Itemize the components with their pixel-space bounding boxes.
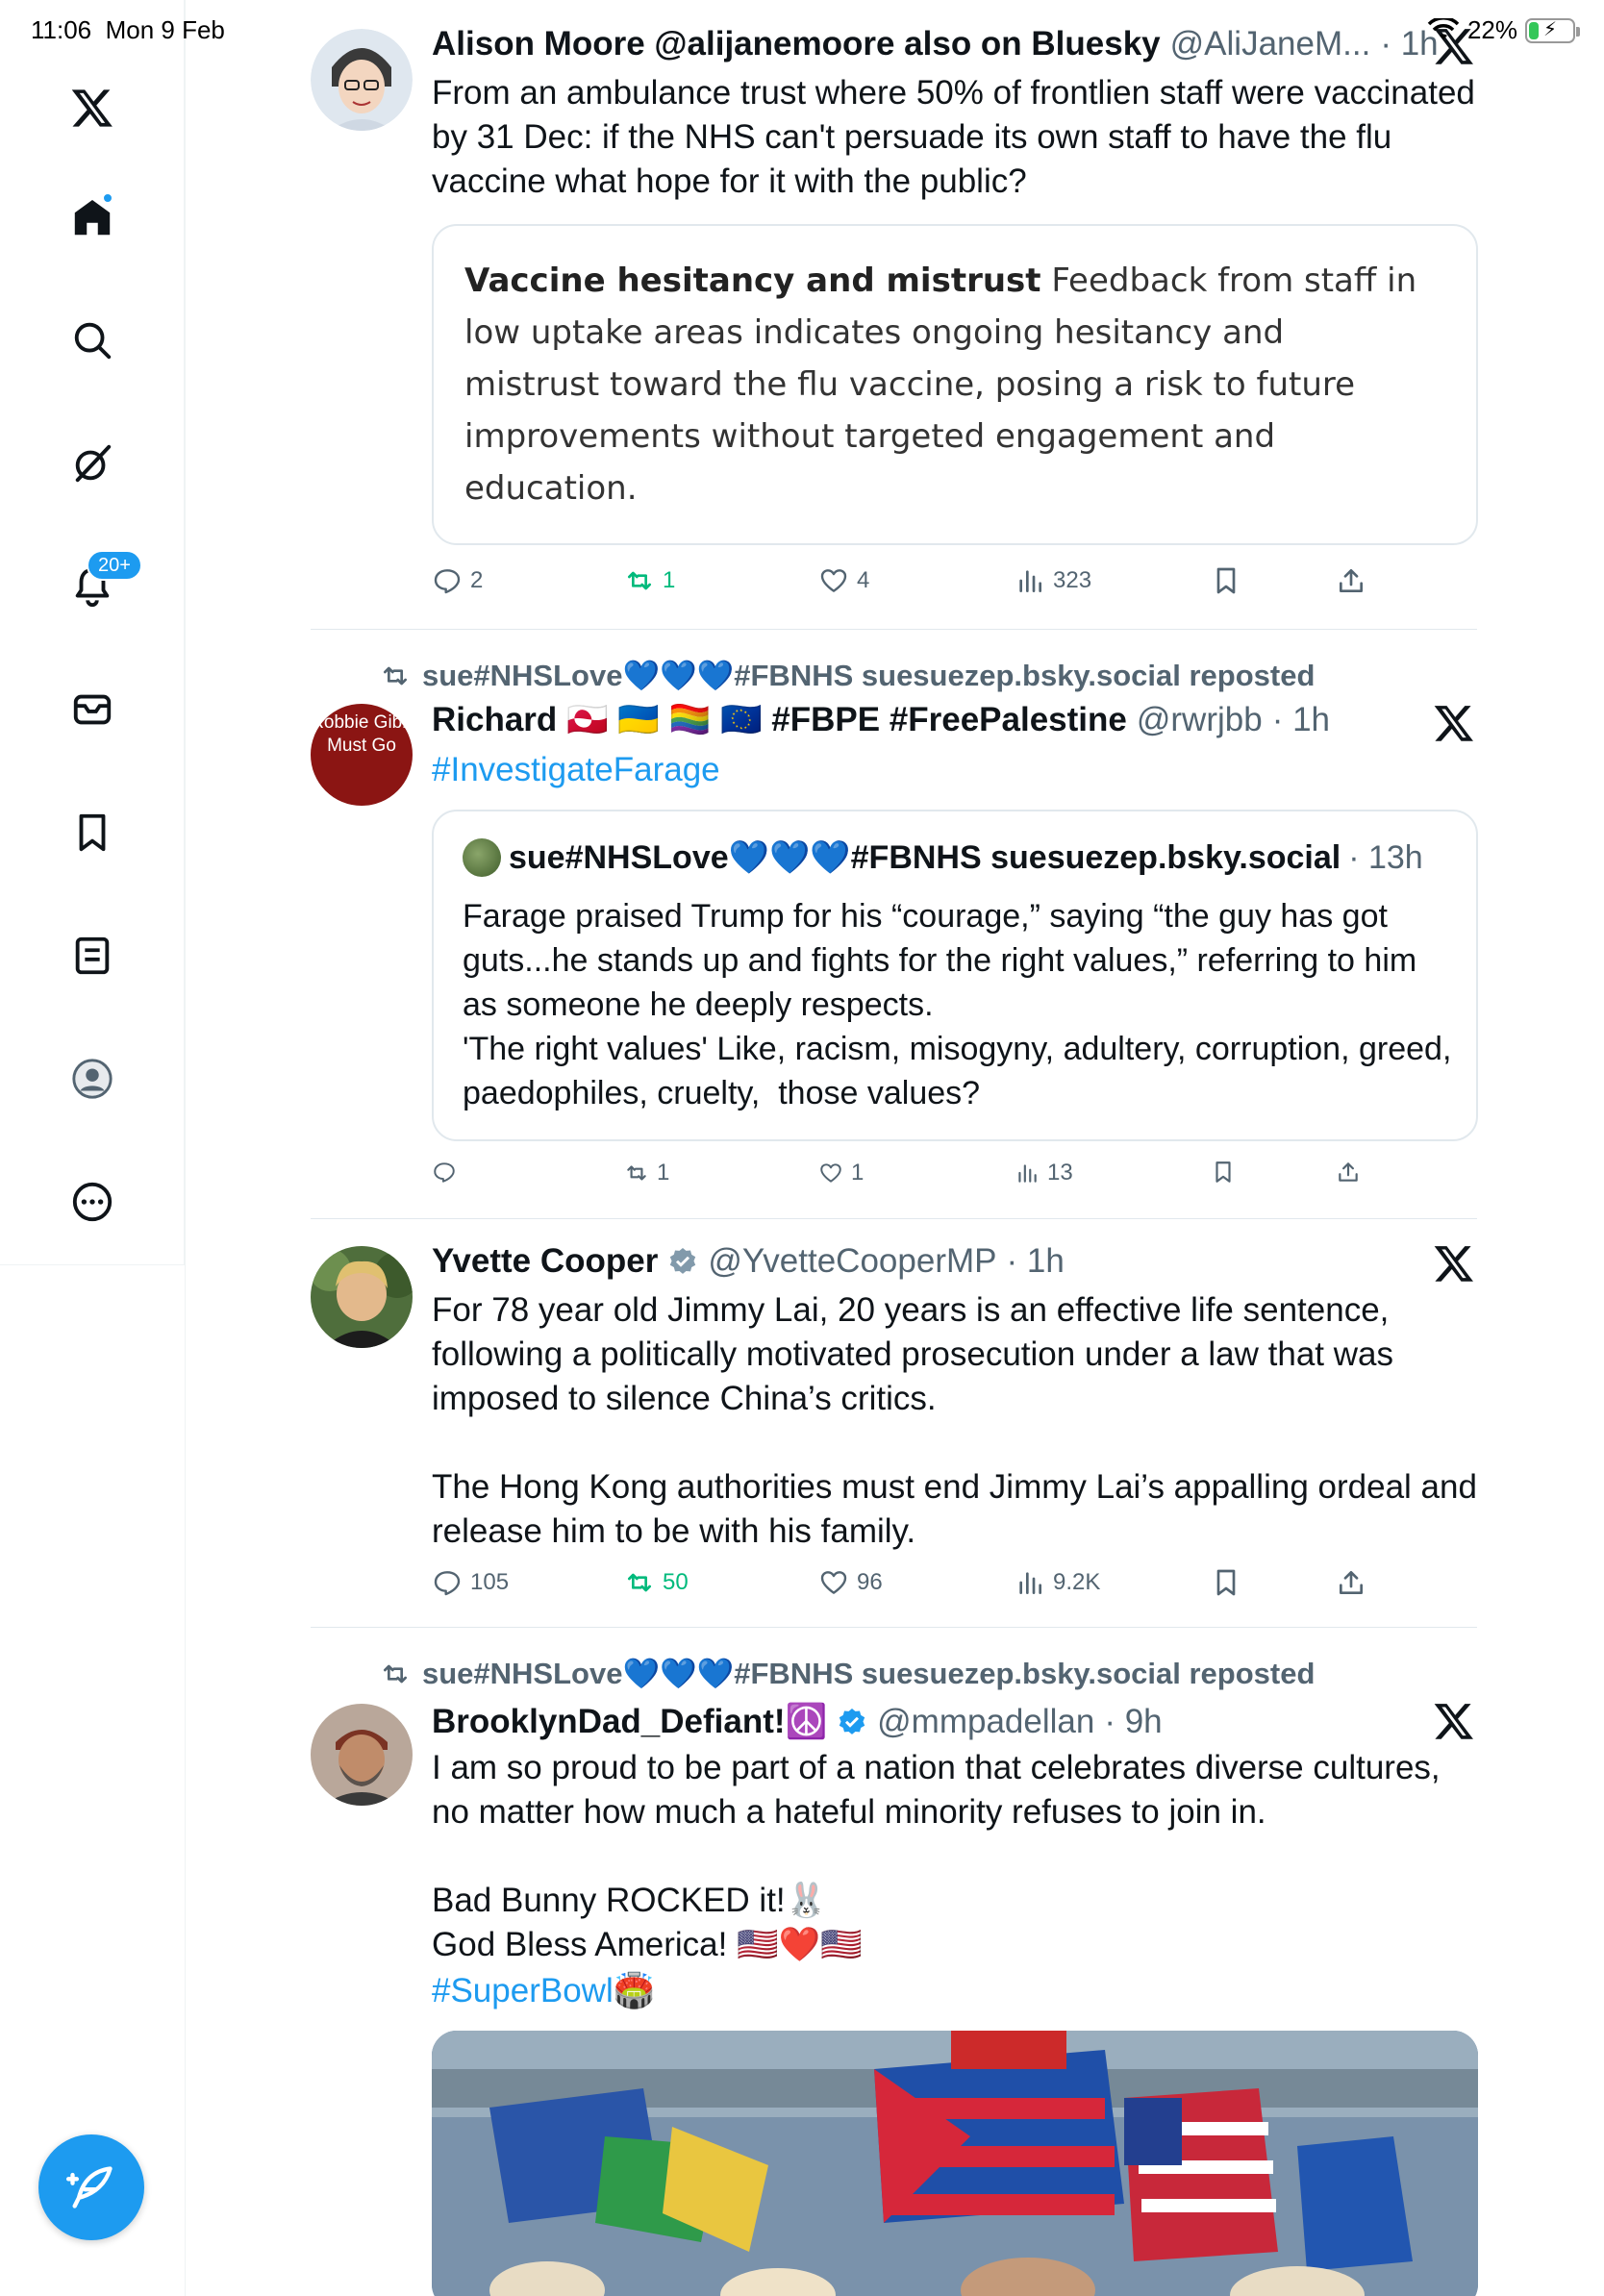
tweet-header <box>432 1702 1163 1741</box>
document-excerpt <box>464 255 1426 514</box>
author-name[interactable]: Yvette Cooper <box>432 1242 659 1280</box>
views-count: 13 <box>1047 1160 1073 1185</box>
tweet-divider <box>311 1627 1477 1628</box>
messages-icon[interactable] <box>63 681 121 738</box>
x-logo-icon[interactable] <box>63 79 121 137</box>
repost-icon <box>380 1659 411 1689</box>
lists-icon[interactable] <box>63 927 121 985</box>
views-chart-icon <box>1015 565 1045 596</box>
share-button[interactable] <box>1336 1160 1361 1185</box>
tweet-text: For 78 year old Jimmy Lai, 20 years is an effective life sentence, following a politically motivated prosecution under a law that was imposed to silence China’s critics. The Hong Kong authorities must end Jimmy Lai’s appalling ordeal and release him to be with his family. <box>432 1291 1477 1550</box>
bookmarks-icon[interactable] <box>63 804 121 861</box>
x-source-icon[interactable] <box>1433 1700 1475 1742</box>
sidebar-divider <box>185 0 186 2296</box>
home-icon[interactable] <box>63 188 121 246</box>
reply-button[interactable] <box>432 1567 509 1598</box>
bookmark-button[interactable] <box>1211 565 1241 596</box>
share-icon <box>1336 1567 1366 1598</box>
retweet-button[interactable] <box>624 1567 689 1598</box>
verified-blue-badge-icon <box>837 1707 867 1737</box>
retweet-count: 1 <box>663 567 676 593</box>
document-heading: Vaccine hesitancy and mistrust <box>464 262 1041 300</box>
tweet-header <box>432 1242 1065 1281</box>
like-count: 96 <box>857 1569 883 1595</box>
status-time: 11:06 Mon 9 Feb <box>31 15 225 44</box>
views-count: 323 <box>1053 567 1092 593</box>
views-button[interactable] <box>1015 565 1091 596</box>
reply-button[interactable] <box>432 1160 457 1185</box>
hashtag-link[interactable]: #SuperBowl🏟️ <box>432 1972 656 2009</box>
share-button[interactable] <box>1336 565 1366 596</box>
tweet-actions <box>432 565 1393 608</box>
attached-document-card[interactable] <box>432 224 1478 545</box>
repost-indicator[interactable] <box>380 1656 1315 1691</box>
battery-percent: 22% <box>1466 15 1517 44</box>
wifi-icon <box>1427 18 1460 43</box>
battery-icon: ⚡ <box>1525 18 1575 43</box>
grok-icon[interactable] <box>63 435 121 492</box>
tweet-video-media[interactable] <box>432 2031 1478 2296</box>
like-count: 1 <box>851 1160 865 1185</box>
flags-crowd-image <box>432 2031 1478 2296</box>
author-handle[interactable]: @mmpadellan <box>877 1702 1095 1740</box>
retweet-button[interactable] <box>624 565 675 596</box>
quoted-avatar <box>463 838 501 877</box>
views-button[interactable] <box>1015 1160 1073 1186</box>
retweet-count: 50 <box>663 1569 689 1595</box>
quoted-tweet-header <box>463 838 1423 877</box>
quoted-tweet-text: Farage praised Trump for his “courage,” saying “the guy has got guts...he stands up and fights for the right values,” referring to him as someone he deeply respects. 'The right values' Like, racism, misogyny, adultery, corruption, greed, paedophiles, cruelty, those values? <box>463 898 1452 1111</box>
tweet-time: · 9h <box>1104 1702 1163 1740</box>
retweet-button[interactable] <box>624 1160 669 1186</box>
x-source-icon[interactable] <box>1433 1242 1475 1285</box>
tweet-text: From an ambulance trust where 50% of frontlien staff were vaccinated by 31 Dec: if the NHS can't persuade its own staff to have the flu vaccine what hope for it with the public? <box>432 74 1485 200</box>
tweet-text: I am so proud to be part of a nation that celebrates diverse cultures, no matter how much a hateful minority refuses to join in. Bad Bunny ROCKED it!🐰 God Bless America! 🇺🇸❤️🇺🇸 <box>432 1749 1441 1963</box>
author-handle[interactable]: @YvetteCooperMP <box>708 1242 997 1280</box>
more-icon[interactable] <box>63 1173 121 1231</box>
reply-icon <box>432 1160 457 1185</box>
reply-count: 105 <box>470 1569 510 1595</box>
avatar[interactable] <box>311 1246 413 1348</box>
quoted-tweet[interactable] <box>432 810 1478 1141</box>
author-name[interactable]: Richard 🇬🇱 🇺🇦 🏳️‍🌈 🇪🇺 #FBPE #FreePalestine <box>432 701 1127 738</box>
tweet-header <box>432 700 1330 739</box>
avatar[interactable] <box>311 1704 413 1806</box>
author-handle[interactable]: @rwrjbb <box>1136 700 1263 738</box>
hashtag-link[interactable]: #InvestigateFarage <box>432 751 720 788</box>
tweet-actions <box>432 1160 1393 1202</box>
repost-icon <box>380 661 411 691</box>
verified-gray-badge-icon <box>667 1246 698 1277</box>
author-handle[interactable]: @AliJaneM... <box>1169 25 1371 62</box>
search-icon[interactable] <box>63 312 121 369</box>
retweet-icon <box>624 1160 649 1185</box>
repost-by-text: sue#NHSLove💙💙💙#FBNHS suesuezep.bsky.social reposted <box>422 1657 1316 1690</box>
reply-icon <box>432 565 463 596</box>
retweet-count: 1 <box>657 1160 670 1185</box>
avatar[interactable] <box>311 704 413 806</box>
notifications-icon[interactable] <box>63 554 131 615</box>
reply-count: 2 <box>470 567 484 593</box>
heart-icon <box>818 565 849 596</box>
share-icon <box>1336 1160 1361 1185</box>
retweet-icon <box>624 565 655 596</box>
like-button[interactable] <box>818 565 869 596</box>
tweet-actions <box>432 1567 1393 1610</box>
views-count: 9.2K <box>1053 1569 1101 1595</box>
avatar-text: Robbie Gibb Must Go <box>311 712 413 756</box>
retweet-icon <box>624 1567 655 1598</box>
quoted-author-name: sue#NHSLove💙💙💙#FBNHS suesuezep.bsky.social <box>509 839 1341 876</box>
heart-icon <box>818 1567 849 1598</box>
profile-icon[interactable] <box>63 1050 121 1108</box>
views-chart-icon <box>1015 1160 1040 1185</box>
bookmark-button[interactable] <box>1211 1567 1241 1598</box>
share-button[interactable] <box>1336 1567 1366 1598</box>
bookmark-button[interactable] <box>1211 1160 1236 1185</box>
tweet-time: · 1h <box>1380 25 1439 62</box>
like-button[interactable] <box>818 1160 864 1186</box>
repost-indicator[interactable] <box>380 658 1315 693</box>
status-bar <box>0 0 1604 58</box>
like-count: 4 <box>857 567 870 593</box>
compose-button[interactable] <box>38 2134 144 2240</box>
views-button[interactable] <box>1015 1567 1100 1598</box>
author-name[interactable]: Alison Moore @alijanemoore also on Bluesky <box>432 25 1161 62</box>
reply-button[interactable] <box>432 565 483 596</box>
quoted-tweet-time: · 13h <box>1348 838 1423 876</box>
tweet-divider <box>311 629 1477 630</box>
repost-by-text: sue#NHSLove💙💙💙#FBNHS suesuezep.bsky.social reposted <box>422 659 1316 692</box>
bookmark-icon <box>1211 565 1241 596</box>
heart-icon <box>818 1160 843 1185</box>
tweet-time: · 1h <box>1006 1242 1065 1280</box>
compose-feather-icon <box>66 2162 116 2212</box>
like-button[interactable] <box>818 1567 883 1598</box>
bookmark-icon <box>1211 1567 1241 1598</box>
author-name[interactable]: BrooklynDad_Defiant!☮️ <box>432 1703 828 1740</box>
share-icon <box>1336 565 1366 596</box>
x-source-icon[interactable] <box>1433 702 1475 744</box>
status-right <box>1427 15 1575 45</box>
notifications-badge: 20+ <box>87 550 142 581</box>
bookmark-icon <box>1211 1160 1236 1185</box>
document-body: Feedback from staff in low uptake areas indicates ongoing hesitancy and mistrust toward the flu vaccine, posing a risk to future improvements without targeted engagement and education. <box>464 262 1417 508</box>
tweet-divider <box>311 1218 1477 1219</box>
home-unread-dot <box>102 192 113 204</box>
tweet-time: · 1h <box>1271 700 1331 738</box>
views-chart-icon <box>1015 1567 1045 1598</box>
reply-icon <box>432 1567 463 1598</box>
